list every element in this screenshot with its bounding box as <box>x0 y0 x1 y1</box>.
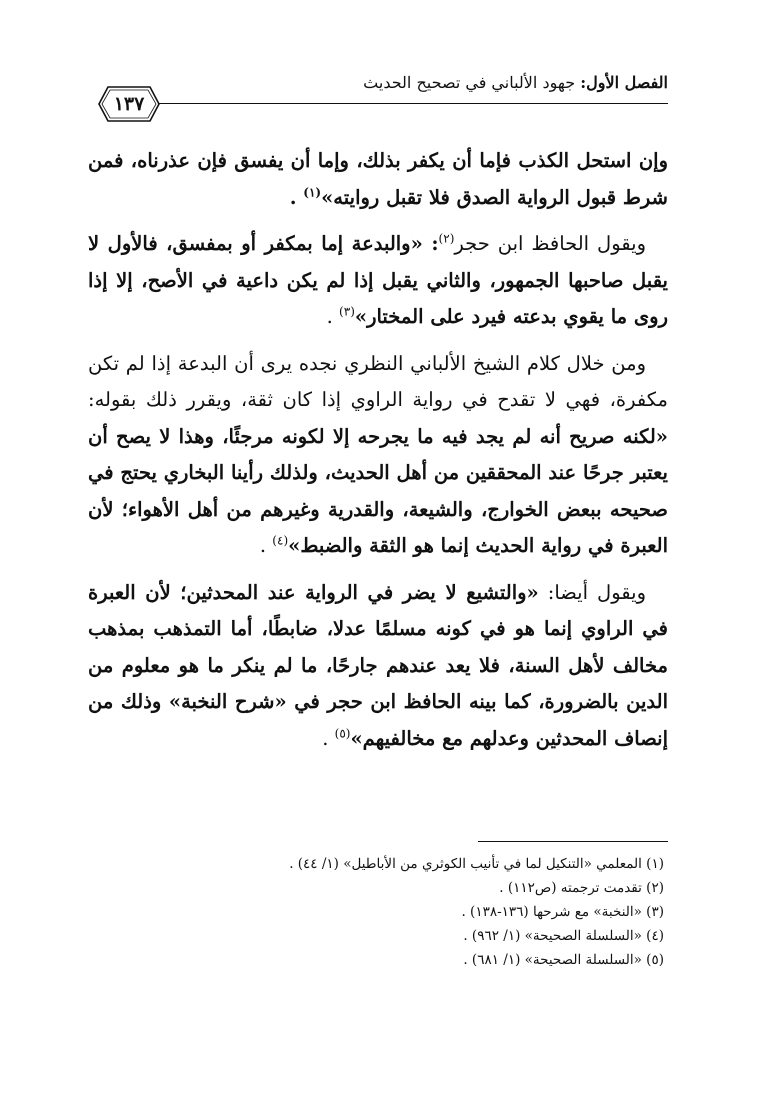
footnote-3: (٣) «النخبة» مع شرحها (١٣٦-١٣٨) . <box>461 904 664 920</box>
paragraph-1 <box>88 143 668 216</box>
paragraph-2-tail: . <box>326 305 340 328</box>
paragraph-2 <box>88 226 668 336</box>
running-header <box>90 70 668 115</box>
footnote-ref-5: (٥) <box>334 726 351 740</box>
footnote-4: (٤) «السلسلة الصحيحة» (١/ ٩٦٢) . <box>463 928 664 944</box>
paragraph-3-quote: «لكنه صريح أنه لم يجد فيه ما يجرحه إلا لكونه مرجئًا، وهذا لا يصح أن يعتبر جرحًا عند المحققين من أهل الحديث، ولذلك رأينا البخاري يحتج في صحيحه ببعض الخوارج، والشيعة، والقدرية وغيرهم من أهل الأهواء؛ لأن العبرة في رواية الحديث إنما هو الثقة والضبط» <box>88 424 668 557</box>
footnote-ref-4: (٤) <box>272 533 289 548</box>
footnote-ref-2: (٢) <box>438 231 455 246</box>
paragraph-2-quote: : «والبدعة إما بمكفر أو بمفسق، فالأول لا يقبل صاحبها الجمهور، والثاني يقبل إذا لم يكن داعية في الأصح، إلا إذا روى ما يقوي بدعته فيرد على المختار» <box>88 232 668 328</box>
paragraph-4 <box>88 575 668 758</box>
footnote-2: (٢) تقدمت ترجمته (ص١١٢) . <box>499 880 664 896</box>
footnote-ref-1: (١) <box>303 185 322 199</box>
footnote-separator <box>478 841 668 842</box>
paragraph-3 <box>88 346 668 565</box>
chapter-label: الفصل الأول: <box>580 73 668 92</box>
footnote-5: (٥) «السلسلة الصحيحة» (١/ ٦٨١) . <box>463 952 664 968</box>
running-title <box>363 70 668 96</box>
paragraph-3-intro: ومن خلال كلام الشيخ الألباني النظري نجده يرى أن البدعة إذا لم تكن مكفرة، فهي لا تقدح في رواية الراوي إذا كان ثقة، ويقرر ذلك بقوله: <box>88 351 668 411</box>
paragraph-4-quote: «والتشيع لا يضر في الرواية عند المحدثين؛ لأن العبرة في الراوي إنما هو في كونه مسلمًا عدلا، ضابطًا، أما التمذهب بمذهب مخالف لأهل السنة، فلا يعد عندهم جارحًا، ما لم ينكر ما هو معلوم من الدين بالضرورة، كما بينه الحافظ ابن حجر في «شرح النخبة» وذلك من إنصاف المحدثين وعدلهم مع مخالفيهم» <box>88 580 668 750</box>
paragraph-3-tail: . <box>259 534 273 557</box>
chapter-title: جهود الألباني في تصحيح الحديث <box>363 73 581 92</box>
paragraph-1-text: وإن استحل الكذب فإما أن يكفر بذلك، وإما أن يفسق فإن عذرناه، فمن شرط قبول الرواية الصدق فلا تقبل روايته» <box>88 149 668 209</box>
page-number: ١٣٧ <box>113 93 145 115</box>
main-text <box>88 143 668 767</box>
page-number-badge <box>98 86 160 122</box>
footnotes <box>120 852 664 972</box>
footnote-1: (١) المعلمي «التنكيل لما في تأنيب الكوثري من الأباطيل» (١/ ٤٤) . <box>289 856 664 872</box>
paragraph-4-intro: ويقول أيضا: <box>538 580 646 604</box>
paragraph-2-intro: ويقول الحافظ ابن حجر <box>454 232 647 255</box>
header-rule <box>128 103 668 104</box>
paragraph-1-tail: . <box>289 185 304 209</box>
paragraph-4-tail: . <box>322 726 335 750</box>
footnote-ref-3: (٣) <box>339 304 355 319</box>
